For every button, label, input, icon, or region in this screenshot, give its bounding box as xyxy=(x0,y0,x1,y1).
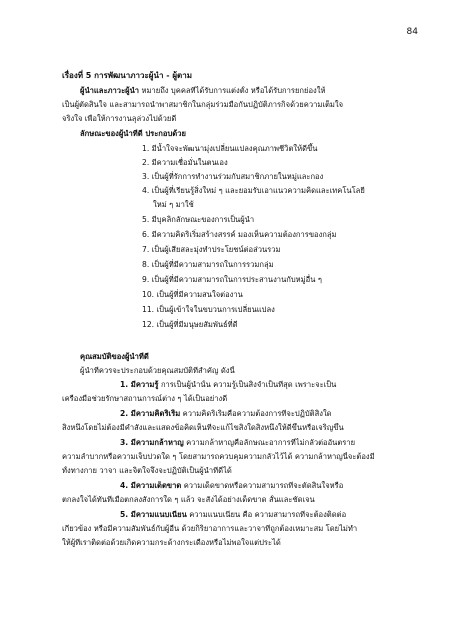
characteristic-item: 4. เป็นผู้ที่เรียนรู้สิ่งใหม่ ๆ และยอมรับเอาแนวความคิดและเทคโนโลยี xyxy=(142,186,365,195)
definition-line-1 xyxy=(80,86,428,96)
qualification-3 xyxy=(120,438,428,448)
qualification-continuation: สิ่งหนึ่งโดยไม่ต้องมีคำสั่งและแสดงข้อคิดเห็นที่จะแก้ไขสิ่งใดสิ่งหนึ่งให้ดีขึ้นหรือเจริญขึ้น xyxy=(62,423,344,432)
characteristic-item: 3. เป็นผู้ที่รักการทำงานร่วมกับสมาชิกภายในหมู่และกอง xyxy=(142,172,324,181)
characteristic-item: 7. เป็นผู้เสียสละมุ่งทำประโยชน์ต่อส่วนรวม xyxy=(142,245,281,254)
characteristic-item: 6. มีความคิดริเริ่มสร้างสรรค์ มองเห็นความต้องการของกลุ่ม xyxy=(142,230,337,239)
qualification-text: ความคิดริเริ่มคือความต้องการที่จะปฏิบัติสิ่งใด xyxy=(182,409,332,418)
characteristic-item: 1. มีน้ำใจจะพัฒนามุ่งเปลี่ยนแปลงคุณภาพชีวิตให้ดีขึ้น xyxy=(142,144,318,153)
characteristic-item-continuation: ใหม่ ๆ มาใช้ xyxy=(153,200,194,209)
qualification-2 xyxy=(120,409,428,419)
qualification-term: 5. มีความแนบเนียน xyxy=(120,510,187,519)
qualification-term: 3. มีความกล้าหาญ xyxy=(120,438,184,447)
qualification-term: 2. มีความคิดริเริ่ม xyxy=(120,409,181,418)
qualification-continuation: ความลำบากหรือความเจ็บปวดใด ๆ โดยสามารถควบคุมความกลัวไว้ได้ ความกล้าหาญนี้จะต้องมี xyxy=(62,452,375,461)
characteristic-item: 8. เป็นผู้ที่มีความสามารถในการรวมกลุ่ม xyxy=(142,260,274,269)
qualification-continuation: ตกลงใจได้ทันทีเมื่อตกลงสั่งการใด ๆ แล้ว จะสั่งได้อย่างเด็ดขาด สั้นและชัดเจน xyxy=(62,495,315,504)
definition-term: ผู้นำและภาวะผู้นำ xyxy=(80,86,140,95)
qualification-text: ความเด็ดขาดหรือความสามารถที่จะตัดสินใจหรือ xyxy=(183,481,344,490)
qualification-text: การเป็นผู้นำนั้น ความรู้เป็นสิ่งจำเป็นที่สุด เพราะจะเป็น xyxy=(160,380,337,389)
qualification-text: ความแนบเนียน คือ ความสามารถที่จะต้องติดต่อ xyxy=(189,510,347,519)
page-number: 84 xyxy=(406,27,418,37)
definition-text-1: หมายถึง บุคคลที่ได้รับการแต่งตั้ง หรือได้รับการยกย่องให้ xyxy=(141,86,326,95)
qualification-text: ความกล้าหาญคือลักษณะอาการที่ไม่กลัวต่ออันตราย xyxy=(186,438,356,447)
section-heading: เรื่องที่ 5 การพัฒนาภาวะผู้นำ - ผู้ตาม xyxy=(62,71,192,80)
qualifications-intro: ผู้นำที่ควรจะประกอบด้วยคุณสมบัติที่สำคัญ ดังนี้ xyxy=(80,366,235,375)
qualification-4 xyxy=(120,481,428,491)
characteristic-item: 5. มีบุคลิกลักษณะของการเป็นผู้นำ xyxy=(142,215,255,224)
qualification-continuation: ทั้งทางกาย วาจา และจิตใจจึงจะปฏิบัติเป็นผู้นำที่ดีได้ xyxy=(62,466,232,475)
qualification-continuation: ให้ผู้ที่เราติดต่อด้วยเกิดความกระด้างกระเดื่องหรือไม่พอใจแต่ประได้ xyxy=(62,538,281,547)
qualifications-heading: คุณสมบัติของผู้นำที่ดี xyxy=(80,352,149,361)
qualification-1 xyxy=(120,380,428,390)
characteristic-item: 2. มีความเชื่อมั่นในตนเอง xyxy=(142,158,228,167)
characteristic-item: 11. เป็นผู้เข้าใจในขบวนการเปลี่ยนแปลง xyxy=(142,305,275,314)
characteristic-item: 10. เป็นผู้ที่มีความสนใจต่องาน xyxy=(142,290,243,299)
characteristic-item: 9. เป็นผู้ที่มีความสามารถในการประสานงานกับหมู่อื่น ๆ xyxy=(142,275,322,284)
definition-line-2: เป็นผู้ตัดสินใจ และสามารถนำพาสมาชิกในกลุ่มร่วมมือกันปฏิบัติภารกิจด้วยความเต็มใจ xyxy=(62,100,344,109)
definition-line-3: จริงใจ เพื่อให้การงานลุล่วงไปด้วยดี xyxy=(62,114,177,123)
qualification-continuation: เครื่องมือช่วยรักษาสถานการณ์ต่าง ๆ ได้เป็นอย่างดี xyxy=(62,394,228,403)
qualification-5 xyxy=(120,510,428,520)
qualification-continuation: เกี่ยวข้อง หรือมีความสัมพันธ์กับผู้อื่น ด้วยกิริยาอาการและวาจาที่ถูกต้องเหมาะสม โดยไม่ทำ xyxy=(62,524,358,533)
characteristics-heading: ลักษณะของผู้นำที่ดี ประกอบด้วย xyxy=(80,129,186,138)
qualification-term: 4. มีความเด็ดขาด xyxy=(120,481,182,490)
qualification-term: 1. มีความรู้ xyxy=(120,380,159,389)
characteristic-item: 12. เป็นผู้ที่มีมนุษยสัมพันธ์ที่ดี xyxy=(142,320,238,329)
